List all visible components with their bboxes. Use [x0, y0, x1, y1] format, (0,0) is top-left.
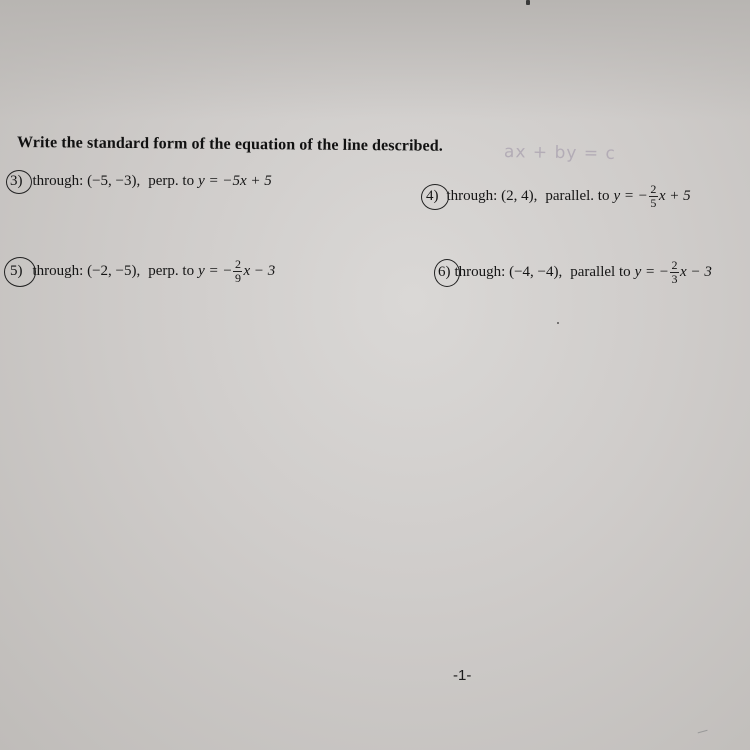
- fraction-numerator: 2: [234, 257, 241, 271]
- problem-number: 5): [8, 263, 25, 280]
- problem-point: through: (−5, −3),: [32, 173, 141, 189]
- fraction-denominator: 5: [650, 196, 657, 210]
- circle-mark: [6, 170, 32, 194]
- problem-equation-start: y = −: [198, 263, 233, 279]
- fraction: [233, 258, 242, 285]
- problem-point: through: (2, 4),: [446, 188, 538, 204]
- problem-equation-end: x − 3: [680, 264, 712, 280]
- handwritten-note: ax + by = c: [503, 142, 616, 164]
- problem-equation-end: x + 5: [658, 188, 691, 204]
- problem-5: [8, 258, 275, 285]
- fraction-denominator: 9: [234, 271, 241, 285]
- top-shadow: [0, 0, 750, 120]
- problem-point: through: (−2, −5),: [32, 263, 141, 279]
- problem-relation: parallel to: [570, 264, 631, 280]
- problem-equation-end: x − 3: [243, 263, 276, 279]
- problem-number: 6): [436, 264, 453, 281]
- problem-relation: perp. to: [148, 173, 195, 189]
- problem-3: [8, 173, 272, 190]
- fraction-numerator: 2: [671, 258, 678, 272]
- problem-4: [424, 183, 691, 210]
- problem-equation: y = −5x + 5: [198, 173, 272, 189]
- fraction-denominator: 3: [671, 272, 678, 286]
- circle-mark: [4, 257, 36, 287]
- circle-mark: [434, 259, 460, 287]
- problem-equation-start: y = −: [634, 264, 670, 280]
- problem-number: 3): [8, 173, 25, 190]
- page-number: -1-: [453, 667, 472, 684]
- problem-point: through: (−4, −4),: [454, 264, 563, 280]
- worksheet-heading: Write the standard form of the equation of the line described.: [16, 134, 443, 155]
- problem-6: [436, 259, 712, 286]
- top-edge-mark: [526, 0, 530, 5]
- corner-mark: [698, 730, 709, 736]
- problem-equation-start: y = −: [613, 188, 648, 204]
- fraction: [649, 183, 658, 210]
- fraction-numerator: 2: [650, 182, 657, 196]
- problem-relation: perp. to: [148, 263, 195, 279]
- fraction: [670, 259, 679, 286]
- pencil-dot: [557, 322, 559, 324]
- problem-relation: parallel. to: [545, 188, 610, 204]
- problem-number: 4): [424, 188, 441, 205]
- circle-mark: [421, 184, 449, 210]
